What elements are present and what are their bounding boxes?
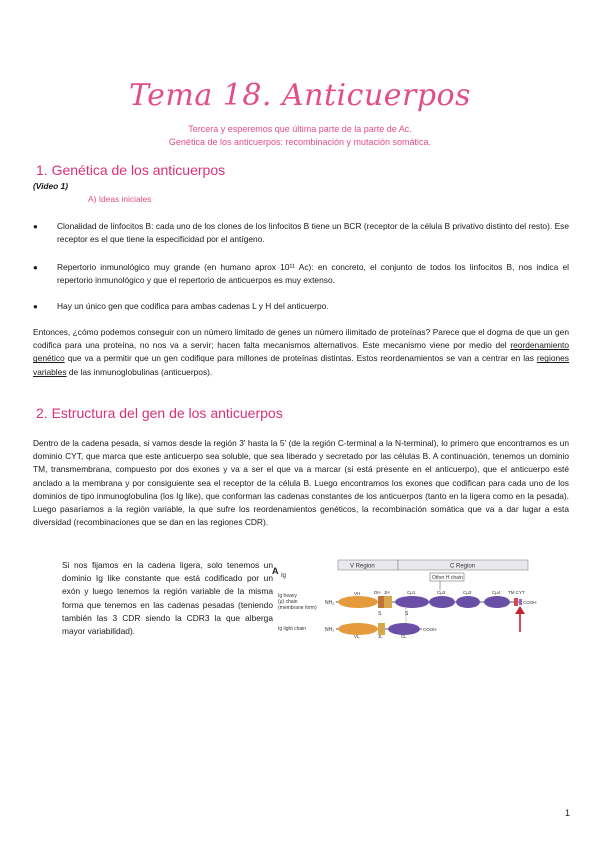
heavy-cooh: COOH [523, 600, 537, 605]
page-title: Tema 18. Anticuerpos [128, 78, 472, 113]
video-label: (Video 1) [33, 181, 69, 191]
other-h-label: Other H chain [432, 575, 463, 581]
page-number: 1 [564, 808, 570, 818]
cm2-label: Cμ2 [437, 590, 446, 595]
jh-label: JH [384, 590, 390, 595]
arrow-head-icon [515, 606, 525, 614]
cm1-label: Cμ1 [407, 590, 416, 595]
gene-structure-figure [270, 558, 570, 638]
vh-exon [338, 596, 378, 608]
para-text-b: que va a permitir que un gen codifique para millones de proteínas distintas. Estos reordenamientos se van a centrar en las [64, 353, 537, 364]
cl-label: CL [401, 634, 407, 638]
light-nh2: NH₂ [325, 627, 335, 633]
jh-exon [384, 596, 392, 608]
heavy-chain-label: Ig heavy (μ) chain (membrane form) [278, 593, 317, 611]
bullet-2: Repertorio inmunológico muy grande (en humano aprox 10¹¹ Ac): en concreto, el conjunto de todos los linfocitos B, nos indica el repertorio inmunológico y que el repertorio de anticuerpos es muy extenso. [57, 262, 569, 286]
bullet-1: Clonalidad de linfocitos B: cada uno de los clones de los linfocitos B tiene un BCR (receptor de la célula B privativo distinto del resto). Ese receptor es el que tiene la especificidad por el antígeno. [57, 221, 569, 245]
dh-exon [378, 596, 384, 608]
c-region-label: C Region [450, 563, 476, 570]
jl-label: JL [378, 634, 383, 638]
paragraph-reordenamiento [33, 326, 569, 379]
bullet-dot-1: ● [33, 222, 38, 231]
cm2-exon [429, 596, 455, 608]
cm1-exon [395, 596, 429, 608]
paragraph-cadena-ligera: Si nos fijamos en la cadena ligera, solo tenemos un dominio Ig like constante que está codificado por un exón y luego tenemos la región variable de la misma forma que tenemos en las cadenas pesadas (teniendo también las 3 CDR siendo la CDR3 la que alberga mayor variabilidad). [62, 560, 273, 637]
underlined-regiones: regiones variables [33, 353, 569, 377]
bullet-dot-2: ● [33, 263, 38, 272]
section-2-heading: 2. Estructura del gen de los anticuerpos [36, 405, 283, 421]
cm4-label: Cμ4 [492, 590, 501, 595]
heavy-disulfide-1: S [378, 611, 382, 617]
bullet-dot-3: ● [33, 302, 38, 311]
light-cooh: COOH [423, 627, 437, 632]
tmcyt-label: TM CYT [508, 590, 525, 595]
fig-panel-label: A [272, 566, 279, 576]
bullet-3: Hay un único gen que codifica para ambas cadenas L y H del anticuerpo. [57, 301, 329, 311]
section-1-heading: 1. Genética de los anticuerpos [36, 162, 226, 178]
cm4-exon [484, 596, 510, 608]
heavy-disulfide-2: S [405, 611, 409, 617]
tm-exon [514, 598, 518, 606]
heavy-nh2: NH₂ [325, 600, 335, 606]
v-region-label: V Region [350, 563, 375, 570]
cm3-exon [456, 596, 480, 608]
sub-heading-ideas: A) Ideas iniciales [88, 194, 152, 204]
vh-label: VH [354, 591, 361, 596]
para-text-c: de las inmunoglobulinas (anticuerpos). [66, 366, 213, 377]
subtitle-line-2: Genética de los anticuerpos: recombinación y mutación somática. [168, 137, 432, 147]
para-text-a: Entonces, ¿cómo podemos conseguir con un número limitado de genes un número ilimitado de proteínas? Parece que el dogma de que un gen codifica para una proteína, no nos va a servir; hacen falta mecanismos alternativos. Este mecanismo viene por medio del [33, 327, 569, 351]
fig-ig-label: Ig [281, 573, 287, 579]
paragraph-estructura: Dentro de la cadena pesada, si vamos desde la región 3' hasta la 5' (de la región C-terminal a la N-terminal), lo primero que encontramos es un dominio CYT, que marca que este anticuerpo sea soluble, que sea liberado y secretado por las células B. A continuación, tenemos un dominio TM, transmembrana, compuesto por dos exones y va a ser el que va a marcar (si está presente en el anticuerpo), que el anticuerpo esté anclado a la membrana y por consiguiente sea el receptor de la célula B. Luego encontramos los exones que codifican para cada uno de los dominios de tipo inmunoglobulina (los Ig like), que conforman las cadenas constantes de los anticuerpos (tanto en la ligera como en la pesada). Luego pasaríamos a la región variable, la que sufre los reordenamientos genéticos, la recombinación somática que va a dar lugar a esta diversidad (recombinaciones que se dan en las regiones CDR). [33, 438, 569, 528]
underlined-reordenamiento: reordenamiento genético [33, 340, 569, 364]
cyt-exon [519, 599, 522, 605]
light-chain-label: Ig light chain [278, 626, 307, 632]
cm3-label: Cμ3 [463, 590, 472, 595]
vl-label: VL [354, 634, 360, 638]
subtitle-line-1: Tercera y esperemos que última parte de la parte de Ac. [188, 124, 412, 134]
dh-label: DH [374, 590, 381, 595]
